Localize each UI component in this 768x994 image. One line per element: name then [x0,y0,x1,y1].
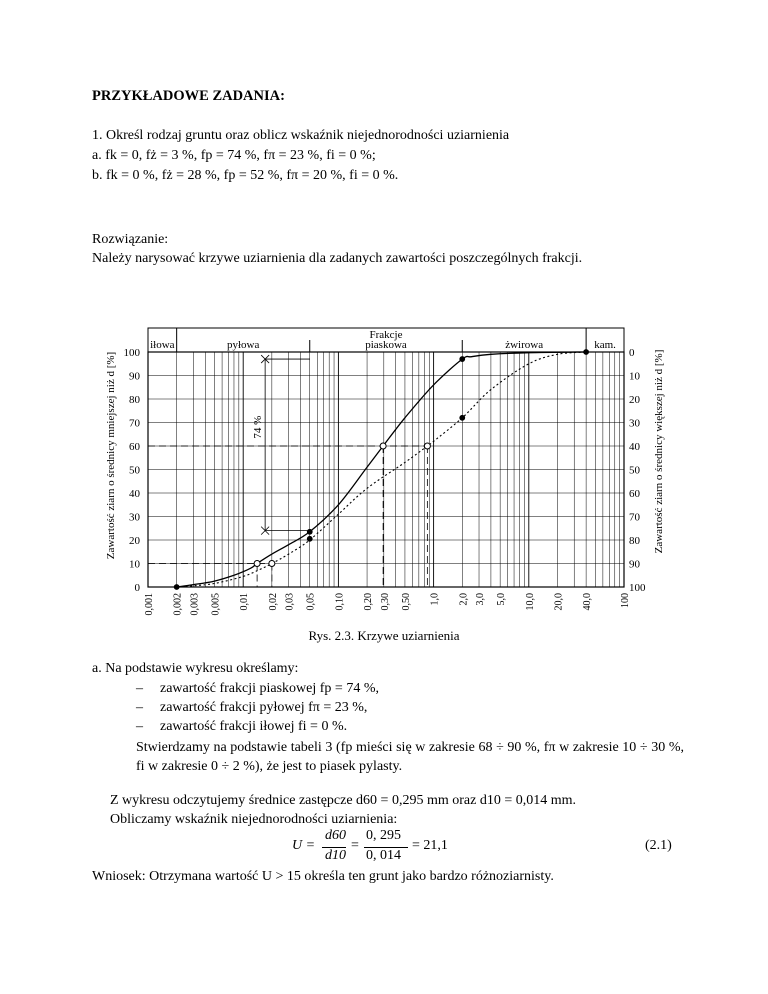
y-axis-label-right: Zawartość ziarn o średnicy większej niż d [%] [653,349,665,554]
list-item: – zawartość frakcji iłowej fi = 0 %. [136,719,348,734]
x-tick-label: 0,003 [189,593,201,616]
y-tick-left: 100 [123,347,140,359]
fraction-label-3: żwirowa [505,339,544,351]
x-tick-label: 0,03 [284,593,296,611]
y-tick-right: 30 [629,417,640,430]
y-tick-right: 80 [629,535,640,547]
grain-size-chart [100,310,680,626]
y-tick-right: 60 [629,488,640,500]
x-tick-label: 1,0 [429,593,441,606]
y-tick-left: 30 [129,511,140,524]
fraction-label-4: kam. [594,339,616,351]
list-item: – zawartość frakcji piaskowej fp = 74 %, [136,681,379,696]
data-point-a [254,561,260,567]
solution-text: Należy narysować krzywe uziarnienia dla zadanych zawartości poszczególnych frakcji. [92,251,583,266]
diameters-line-1: Z wykresu odczytujemy średnice zastępcze d60 = 0,295 mm oraz d10 = 0,014 mm. [110,793,576,808]
y-axis-label-left: Zawartość ziarn o średnicy mniejszej niż d [%] [105,351,117,560]
chart-title: Frakcje [369,329,403,341]
data-point-a [584,350,589,355]
x-tick-label: 0,30 [379,593,391,611]
annotation-label: 74 % [252,415,265,439]
y-tick-right: 70 [629,511,640,524]
equation-number: (2.1) [645,838,672,853]
x-tick-label: 10,0 [524,593,536,611]
x-tick-label: 2,0 [458,593,470,606]
data-point-a [174,585,179,590]
y-tick-left: 40 [129,488,140,500]
analysis-conclusion: Stwierdzamy na podstawie tabeli 3 (fp mieści się w zakresie 68 ÷ 90 %, fπ w zakresie 10 ÷ 30 %, fi w zakresie 0 ÷ 2 %), że jest to piasek pylasty. [136,740,684,774]
analysis-intro: a. Na podstawie wykresu określamy: [92,661,299,676]
list-item: – zawartość frakcji pyłowej fπ = 23 %, [136,700,368,715]
x-tick-label: 0,005 [210,593,222,616]
eq-equals: = [351,838,359,853]
eq-lhs: U = [292,838,316,853]
y-tick-left: 70 [129,417,140,430]
y-tick-right: 90 [629,558,640,571]
x-tick-label: 0,01 [239,593,251,611]
figure-caption: Rys. 2.3. Krzywe uziarnienia [308,628,460,643]
y-tick-left: 60 [129,441,140,453]
page-heading: PRZYKŁADOWE ZADANIA: [92,88,285,104]
y-tick-right: 20 [629,394,640,406]
final-conclusion: Wniosek: Otrzymana wartość U > 15 określa ten grunt jako bardzo różnoziarnisty. [92,869,554,884]
y-tick-left: 90 [129,370,140,383]
y-tick-right: 40 [629,441,640,453]
data-point-a [307,529,312,534]
task-line-1: 1. Określ rodzaj gruntu oraz oblicz wskaźnik niejednorodności uziarnienia [92,128,510,143]
y-tick-left: 0 [134,582,140,594]
data-point-a [380,443,386,449]
x-tick-label: 0,02 [267,593,279,611]
data-point-b [269,561,275,567]
data-point-b [460,415,465,420]
x-tick-label: 5,0 [496,593,508,606]
fraction-label-1: pyłowa [227,339,260,351]
y-tick-right: 0 [629,347,635,359]
data-point-a [460,357,465,362]
y-tick-left: 80 [129,394,140,406]
x-tick-label: 3,0 [475,593,487,606]
eq-num1: d60 [325,828,346,843]
y-tick-left: 20 [129,535,140,547]
eq-den1: d10 [325,848,346,863]
solution-label: Rozwiązanie: [92,232,169,247]
y-tick-right: 50 [629,464,640,477]
x-tick-label: 0,20 [363,593,375,611]
x-tick-label: 100 [620,593,631,608]
data-point-b [424,443,430,449]
y-tick-left: 10 [129,558,140,571]
y-tick-left: 50 [129,464,140,477]
eq-result: = 21,1 [412,838,448,853]
x-tick-label: 0,05 [305,593,317,611]
x-tick-label: 0,50 [400,593,412,611]
fraction-label-0: iłowa [150,339,175,351]
x-tick-label: 40,0 [582,593,594,611]
fraction-label-2: piaskowa [365,339,407,351]
task-line-a: a. fk = 0, fż = 3 %, fp = 74 %, fπ = 23 %, fi = 0 %; [92,148,376,163]
task-line-b: b. fk = 0 %, fż = 28 %, fp = 52 %, fπ = 20 %, fi = 0 %. [92,168,399,183]
eq-den2: 0, 014 [366,848,401,863]
y-tick-right: 10 [629,370,640,383]
y-tick-right: 100 [629,582,646,594]
eq-num2: 0, 295 [366,828,401,843]
x-tick-label: 0,002 [172,593,184,616]
x-tick-label: 0,001 [144,593,155,616]
x-tick-label: 20,0 [553,593,565,611]
diameters-line-2: Obliczamy wskaźnik niejednorodności uziarnienia: [110,812,398,827]
x-tick-label: 0,10 [334,593,346,611]
data-point-b [307,536,312,541]
